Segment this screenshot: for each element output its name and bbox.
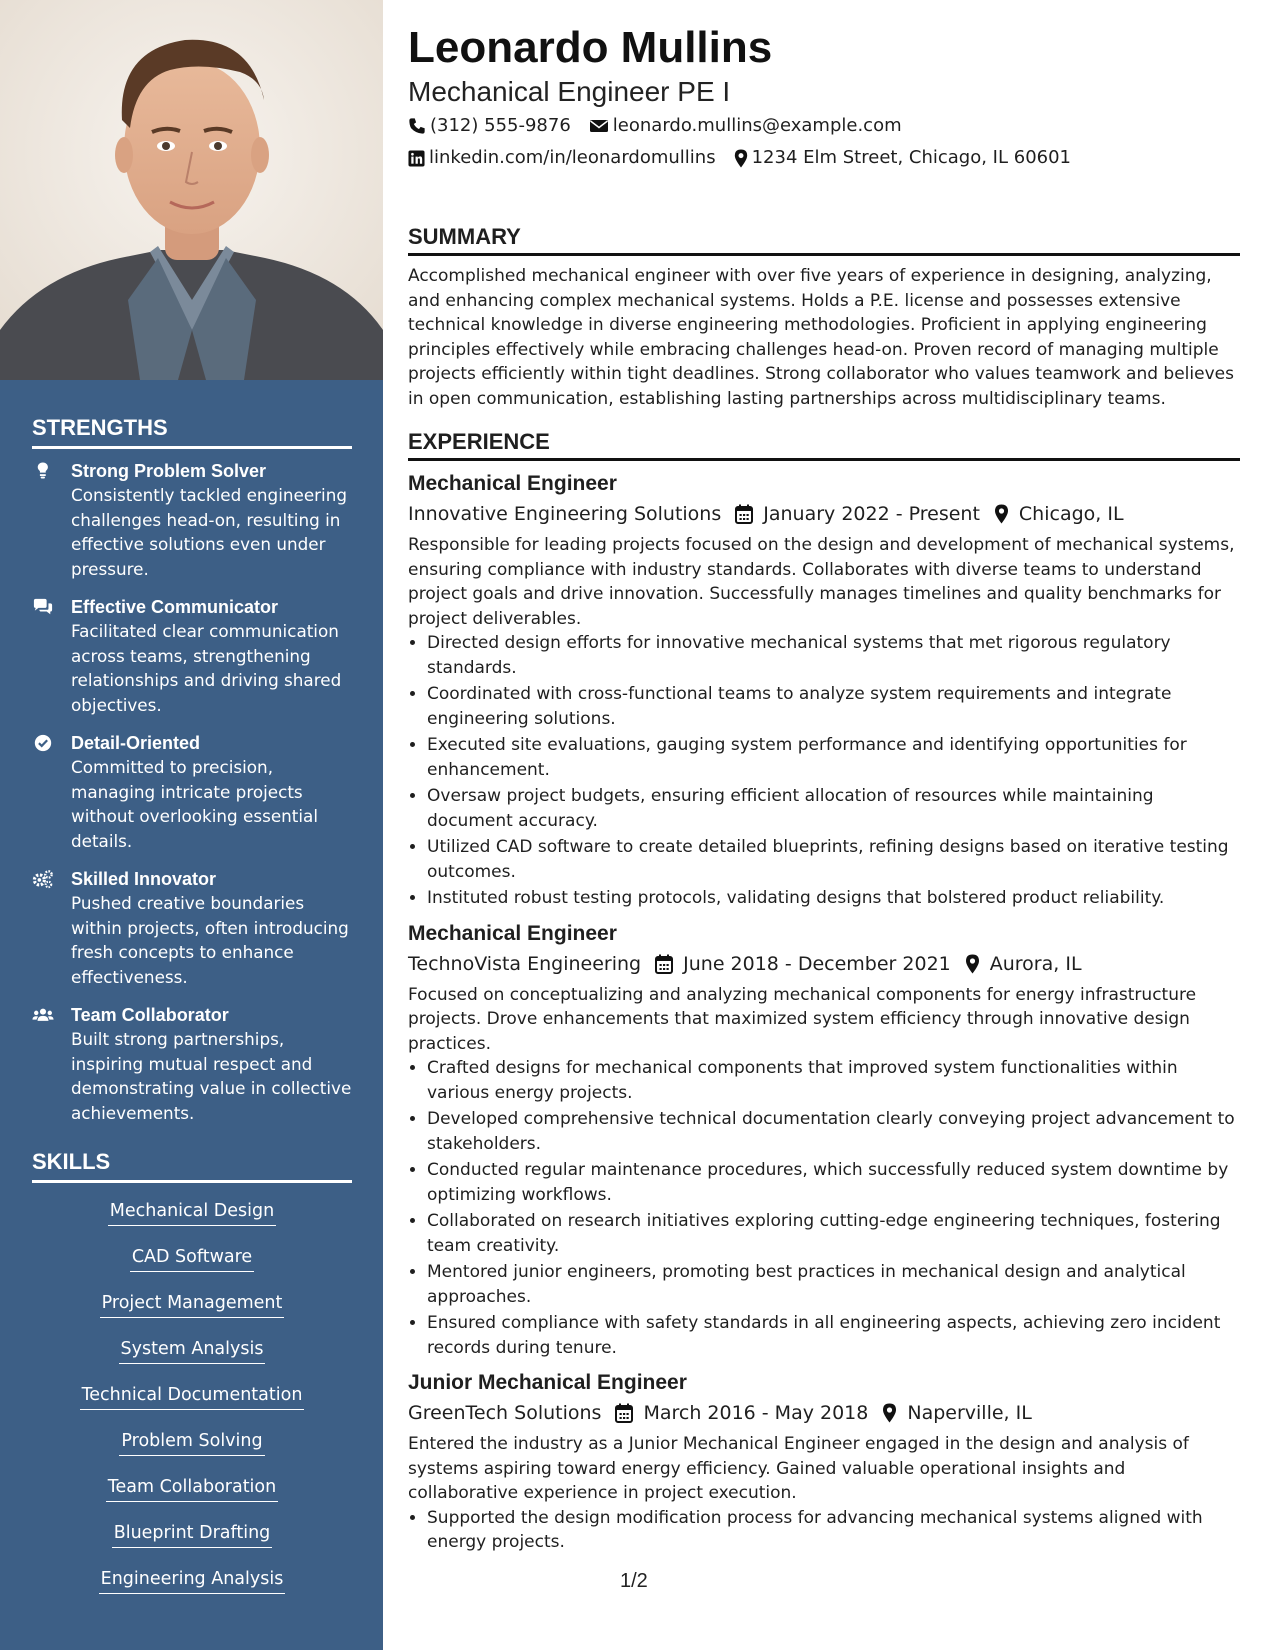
summary-heading: SUMMARY xyxy=(408,224,1240,256)
strength-item xyxy=(32,731,352,853)
job-company: TechnoVista Engineering xyxy=(408,952,642,975)
skill-tag: Engineering Analysis xyxy=(99,1567,286,1594)
location-pin-icon xyxy=(965,954,980,974)
check-circle-icon xyxy=(32,733,54,753)
skill-tag: Mechanical Design xyxy=(108,1199,276,1226)
job-entry xyxy=(408,1368,1240,1555)
location-pin-icon xyxy=(994,504,1009,524)
job-meta xyxy=(408,499,1240,529)
users-icon xyxy=(32,1005,54,1025)
job-bullet: • Collaborated on research initiatives exploring cutting-edge engineering techniques, fostering team creativity. xyxy=(427,1209,1240,1258)
skills-heading: SKILLS xyxy=(32,1149,352,1183)
main-content xyxy=(408,22,1240,1557)
skill-tag: Technical Documentation xyxy=(80,1383,305,1410)
skill-tag: Problem Solving xyxy=(119,1429,264,1456)
skill-tag: Team Collaboration xyxy=(106,1475,278,1502)
job-bullet: • Supported the design modification process for advancing mechanical systems aligned with energy projects. xyxy=(427,1506,1240,1555)
job-company: GreenTech Solutions xyxy=(408,1402,602,1424)
phone-contact[interactable] xyxy=(408,110,571,142)
linkedin-text: linkedin.com/in/leonardomullins xyxy=(429,147,716,168)
phone-text: (312) 555-9876 xyxy=(430,115,571,136)
profile-photo xyxy=(0,0,383,380)
job-bullet: • Crafted designs for mechanical components that improved system functionalities within various energy projects. xyxy=(427,1056,1240,1105)
page-number: 1/2 xyxy=(620,1570,648,1592)
strength-title: Team Collaborator xyxy=(71,1005,229,1025)
lightbulb-icon xyxy=(32,461,54,481)
strength-title: Skilled Innovator xyxy=(71,869,217,889)
sidebar-content xyxy=(32,400,352,1613)
contact-row xyxy=(408,142,1240,174)
job-bullet: • Utilized CAD software to create detailed blueprints, refining designs based on iterative testing outcomes. xyxy=(427,835,1240,884)
job-role: Mechanical Engineer xyxy=(408,921,617,945)
email-text: leonardo.mullins@example.com xyxy=(612,115,902,136)
phone-icon xyxy=(408,117,426,135)
job-entry xyxy=(408,919,1240,1361)
calendar-icon xyxy=(615,1403,633,1423)
job-dates: June 2018 - December 2021 xyxy=(683,952,951,975)
job-meta xyxy=(408,949,1240,979)
location-pin-icon xyxy=(734,149,748,168)
skills-list xyxy=(32,1199,352,1613)
linkedin-contact[interactable] xyxy=(408,142,716,174)
job-bullet: • Mentored junior engineers, promoting best practices in mechanical design and analytical approaches. xyxy=(427,1260,1240,1309)
job-meta xyxy=(408,1398,1240,1428)
contact-row xyxy=(408,110,1240,142)
job-company: Innovative Engineering Solutions xyxy=(408,503,722,525)
strength-title: Detail-Oriented xyxy=(71,733,201,753)
job-bullets xyxy=(408,1506,1240,1555)
job-description: Entered the industry as a Junior Mechanical Engineer engaged in the design and analysis of systems aspiring toward energy efficiency. Gained valuable operational insights and collaborative experience in project execution. xyxy=(408,1434,1189,1503)
skill-tag: System Analysis xyxy=(119,1337,266,1364)
strength-item xyxy=(32,867,352,989)
strength-item xyxy=(32,1003,352,1125)
strength-title: Strong Problem Solver xyxy=(71,461,267,481)
envelope-icon xyxy=(589,118,609,134)
strengths-heading: STRENGTHS xyxy=(32,415,352,449)
job-bullet: • Executed site evaluations, gauging system performance and identifying opportunities for enhancement. xyxy=(427,733,1240,782)
strength-item xyxy=(32,459,352,581)
job-bullet: • Ensured compliance with safety standards in all engineering aspects, achieving zero incident records during tenure. xyxy=(427,1311,1240,1360)
chat-bubbles-icon xyxy=(32,597,54,617)
candidate-title: Mechanical Engineer PE I xyxy=(408,76,731,107)
strength-desc: Built strong partnerships, inspiring mutual respect and demonstrating value in collective achievements. xyxy=(71,1029,352,1123)
candidate-name: Leonardo Mullins xyxy=(408,23,773,72)
job-location: Naperville, IL xyxy=(907,1402,1032,1424)
job-bullet: • Directed design efforts for innovative mechanical systems that met rigorous regulatory standards. xyxy=(427,631,1240,680)
job-bullet: • Oversaw project budgets, ensuring efficient allocation of resources while maintaining document accuracy. xyxy=(427,784,1240,833)
job-bullet: • Instituted robust testing protocols, validating designs that bolstered product reliability. xyxy=(427,886,1240,911)
strength-title: Effective Communicator xyxy=(71,597,279,617)
calendar-icon xyxy=(655,954,673,974)
calendar-icon xyxy=(735,504,753,524)
job-bullets xyxy=(408,1056,1240,1360)
skill-tag: Project Management xyxy=(100,1291,285,1318)
linkedin-icon xyxy=(408,150,425,167)
job-bullets xyxy=(408,631,1240,911)
skill-tag: CAD Software xyxy=(130,1245,254,1272)
address-text: 1234 Elm Street, Chicago, IL 60601 xyxy=(751,147,1071,168)
email-contact[interactable] xyxy=(589,110,902,142)
job-role: Junior Mechanical Engineer xyxy=(408,1371,687,1394)
job-description: Responsible for leading projects focused on the design and development of mechanical systems, ensuring compliance with industry standards. Collaborates with diverse teams to understand project goals and drive innovation. Successfully manages timelines and quality benchmarks for project deliverables. xyxy=(408,535,1235,629)
job-entry xyxy=(408,469,1240,911)
strength-desc: Committed to precision, managing intricate projects without overlooking essential details. xyxy=(71,757,318,851)
job-description: Focused on conceptualizing and analyzing mechanical components for energy infrastructure projects. Drove enhancements that maximized system efficiency through innovative design practices. xyxy=(408,984,1197,1054)
job-location: Chicago, IL xyxy=(1018,503,1124,525)
skill-tag: Blueprint Drafting xyxy=(112,1521,273,1548)
job-role: Mechanical Engineer xyxy=(408,472,617,495)
location-pin-icon xyxy=(882,1403,897,1423)
job-bullet: • Developed comprehensive technical documentation clearly conveying project advancement to stakeholders. xyxy=(427,1107,1240,1156)
strength-desc: Pushed creative boundaries within projects, often introducing fresh concepts to enhance effectiveness. xyxy=(71,893,349,987)
strength-item xyxy=(32,595,352,717)
job-bullet: • Coordinated with cross-functional teams to analyze system requirements and integrate engineering solutions. xyxy=(427,682,1240,731)
address-contact xyxy=(734,142,1071,174)
job-location: Aurora, IL xyxy=(989,952,1082,975)
summary-text: Accomplished mechanical engineer with over five years of experience in designing, analyzing, and enhancing complex mechanical systems. Holds a P.E. license and possesses extensive technical knowledge in diverse engineering methodologies. Proficient in applying engineering principles effectively while embracing challenges head-on. Proven record of managing multiple projects efficiently within tight deadlines. Strong collaborator who values teamwork and believes in open communication, establishing lasting partnerships across multidisciplinary teams. xyxy=(408,266,1234,409)
gears-icon xyxy=(32,869,54,889)
sidebar xyxy=(0,0,383,1650)
experience-heading: EXPERIENCE xyxy=(408,429,1240,461)
job-bullet: • Conducted regular maintenance procedures, which successfully reduced system downtime by optimizing workflows. xyxy=(427,1158,1240,1207)
strength-desc: Facilitated clear communication across teams, strengthening relationships and driving shared objectives. xyxy=(71,621,342,715)
job-dates: March 2016 - May 2018 xyxy=(643,1402,869,1424)
strength-desc: Consistently tackled engineering challenges head-on, resulting in effective solutions even under pressure. xyxy=(71,485,348,579)
job-dates: January 2022 - Present xyxy=(763,503,980,525)
